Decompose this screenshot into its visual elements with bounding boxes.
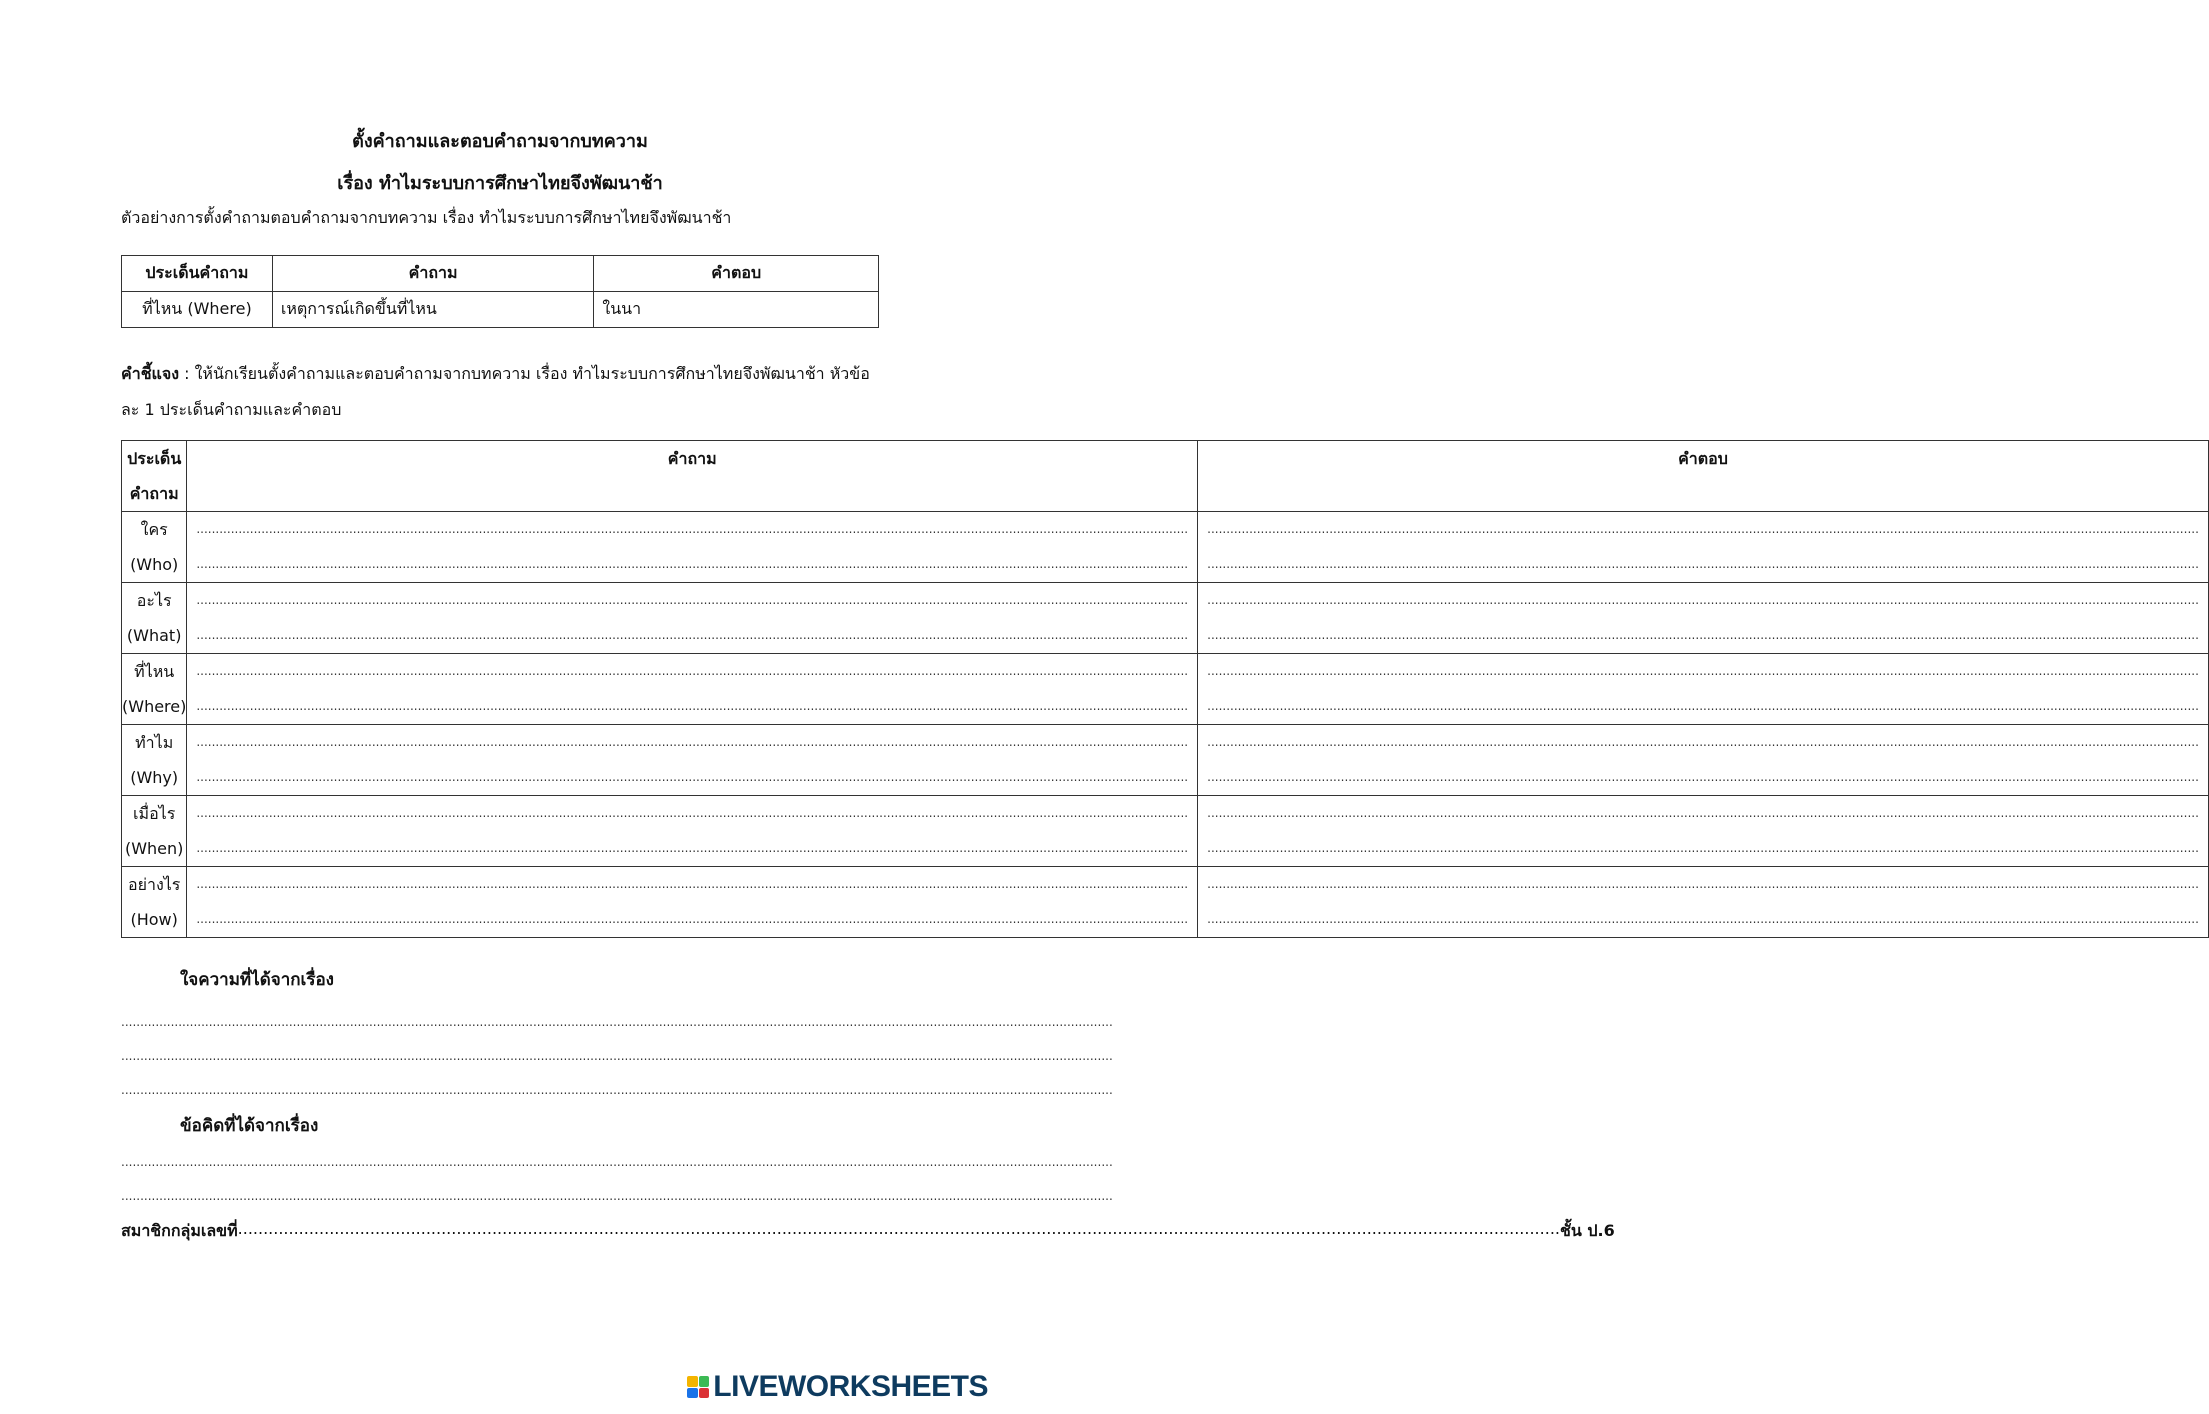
page-title: ตั้งคำถามและตอบคำถามจากบทความ <box>352 131 648 152</box>
thoughts-heading: ข้อคิดที่ได้จากเรื่อง <box>180 1116 319 1136</box>
aspect-thai: เมื่อไร <box>133 804 176 823</box>
instruction-label: คำชี้แจง <box>121 364 180 383</box>
logo-square-4 <box>699 1388 710 1399</box>
question-row <box>122 512 2209 583</box>
main-idea-line-2[interactable]: .................................................................................................................................................................................................................................................................... <box>121 1049 1113 1063</box>
logo-square-3 <box>687 1388 698 1399</box>
aspect-thai: อย่างไร <box>127 875 181 894</box>
instruction-text: : ให้นักเรียนตั้งคำถามและตอบคำถามจากบทความ เรื่อง ทำไมระบบการศึกษาไทยจึงพัฒนาช้า หัวข้อละ 1 ประเด็นคำถามและคำตอบ <box>121 364 870 419</box>
question-row <box>122 583 2209 654</box>
example-answer: ในนา <box>594 292 879 328</box>
question-line-2[interactable]: .................................................................................................................................................................................................................................................................... <box>196 770 1189 784</box>
logo-mark-icon <box>687 1376 709 1398</box>
aspect-thai: ใคร <box>140 520 168 539</box>
question-cell <box>187 725 1198 796</box>
footer-grade: ชั้น ป.6 <box>1559 1221 1615 1240</box>
question-line-2[interactable]: .................................................................................................................................................................................................................................................................... <box>196 557 1189 571</box>
answer-cell <box>1198 725 2209 796</box>
aspect-thai: อะไร <box>136 591 172 610</box>
aspect-cell <box>122 867 187 938</box>
question-line-2[interactable]: .................................................................................................................................................................................................................................................................... <box>196 699 1189 713</box>
aspect-cell <box>122 583 187 654</box>
answer-line-2[interactable]: .................................................................................................................................................................................................................................................................... <box>1207 912 2199 926</box>
logo-square-2 <box>699 1376 710 1387</box>
instruction <box>121 356 881 428</box>
footer <box>121 1219 1615 1244</box>
answer-line-1[interactable]: .................................................................................................................................................................................................................................................................... <box>1207 877 2199 891</box>
footer-member-label: สมาชิกกลุ่มเลขที่ <box>121 1221 238 1240</box>
answer-line-2[interactable]: .................................................................................................................................................................................................................................................................... <box>1207 699 2199 713</box>
header-aspect-line1: ประเด็น <box>127 449 182 468</box>
question-cell <box>187 654 1198 725</box>
answer-cell <box>1198 796 2209 867</box>
example-intro: ตัวอย่างการตั้งคำถามตอบคำถามจากบทความ เรื่อง ทำไมระบบการศึกษาไทยจึงพัฒนาช้า <box>121 208 732 227</box>
aspect-english: (What) <box>126 626 182 645</box>
example-aspect: ที่ไหน (Where) <box>122 292 273 328</box>
logo-square-1 <box>687 1376 698 1387</box>
aspect-cell <box>122 725 187 796</box>
aspect-cell <box>122 512 187 583</box>
aspect-english: (Where) <box>122 697 187 716</box>
answer-line-2[interactable]: .................................................................................................................................................................................................................................................................... <box>1207 841 2199 855</box>
thoughts-line-1[interactable]: .................................................................................................................................................................................................................................................................... <box>121 1155 1113 1169</box>
question-line-2[interactable]: .................................................................................................................................................................................................................................................................... <box>196 841 1189 855</box>
aspect-english: (How) <box>130 910 178 929</box>
aspect-english: (When) <box>124 839 184 858</box>
answer-line-2[interactable]: .................................................................................................................................................................................................................................................................... <box>1207 770 2199 784</box>
answer-cell <box>1198 654 2209 725</box>
aspect-thai: ทำไม <box>135 733 174 752</box>
question-cell <box>187 796 1198 867</box>
question-table <box>121 440 2209 938</box>
answer-cell <box>1198 583 2209 654</box>
question-row <box>122 796 2209 867</box>
answer-line-1[interactable]: .................................................................................................................................................................................................................................................................... <box>1207 593 2199 607</box>
answer-line-1[interactable]: .................................................................................................................................................................................................................................................................... <box>1207 735 2199 749</box>
question-line-2[interactable]: .................................................................................................................................................................................................................................................................... <box>196 912 1189 926</box>
question-cell <box>187 583 1198 654</box>
liveworksheets-logo <box>687 1370 988 1404</box>
member-number-field[interactable]: .................................................................................................................................................................................................................................................................... <box>237 1219 1560 1238</box>
example-question: เหตุการณ์เกิดขึ้นที่ไหน <box>272 292 594 328</box>
question-line-1[interactable]: .................................................................................................................................................................................................................................................................... <box>196 522 1189 536</box>
thoughts-line-2[interactable]: .................................................................................................................................................................................................................................................................... <box>121 1189 1113 1203</box>
question-row <box>122 725 2209 796</box>
header-answer: คำตอบ <box>1198 441 2209 512</box>
header-question: คำถาม <box>187 441 1198 512</box>
aspect-english: (Who) <box>130 555 179 574</box>
answer-line-1[interactable]: .................................................................................................................................................................................................................................................................... <box>1207 664 2199 678</box>
logo-text: LIVEWORKSHEETS <box>713 1370 988 1403</box>
answer-cell <box>1198 512 2209 583</box>
question-line-1[interactable]: .................................................................................................................................................................................................................................................................... <box>196 593 1189 607</box>
question-line-2[interactable]: .................................................................................................................................................................................................................................................................... <box>196 628 1189 642</box>
example-table <box>121 255 879 328</box>
question-line-1[interactable]: .................................................................................................................................................................................................................................................................... <box>196 664 1189 678</box>
example-header-question: คำถาม <box>272 256 594 292</box>
question-row <box>122 867 2209 938</box>
header-aspect <box>122 441 187 512</box>
question-line-1[interactable]: .................................................................................................................................................................................................................................................................... <box>196 735 1189 749</box>
example-header-answer: คำตอบ <box>594 256 879 292</box>
page-subtitle: เรื่อง ทำไมระบบการศึกษาไทยจึงพัฒนาช้า <box>337 173 663 194</box>
question-cell <box>187 512 1198 583</box>
answer-line-2[interactable]: .................................................................................................................................................................................................................................................................... <box>1207 557 2199 571</box>
aspect-cell <box>122 654 187 725</box>
answer-line-1[interactable]: .................................................................................................................................................................................................................................................................... <box>1207 806 2199 820</box>
answer-line-1[interactable]: .................................................................................................................................................................................................................................................................... <box>1207 522 2199 536</box>
question-cell <box>187 867 1198 938</box>
main-idea-heading: ใจความที่ได้จากเรื่อง <box>180 970 334 990</box>
question-line-1[interactable]: .................................................................................................................................................................................................................................................................... <box>196 877 1189 891</box>
main-idea-line-1[interactable]: .................................................................................................................................................................................................................................................................... <box>121 1015 1113 1029</box>
aspect-cell <box>122 796 187 867</box>
main-idea-line-3[interactable]: .................................................................................................................................................................................................................................................................... <box>121 1083 1113 1097</box>
header-aspect-line2: คำถาม <box>129 484 179 503</box>
answer-cell <box>1198 867 2209 938</box>
question-line-1[interactable]: .................................................................................................................................................................................................................................................................... <box>196 806 1189 820</box>
aspect-english: (Why) <box>130 768 179 787</box>
example-header-aspect: ประเด็นคำถาม <box>122 256 273 292</box>
aspect-thai: ที่ไหน <box>134 662 175 681</box>
question-row <box>122 654 2209 725</box>
answer-line-2[interactable]: .................................................................................................................................................................................................................................................................... <box>1207 628 2199 642</box>
